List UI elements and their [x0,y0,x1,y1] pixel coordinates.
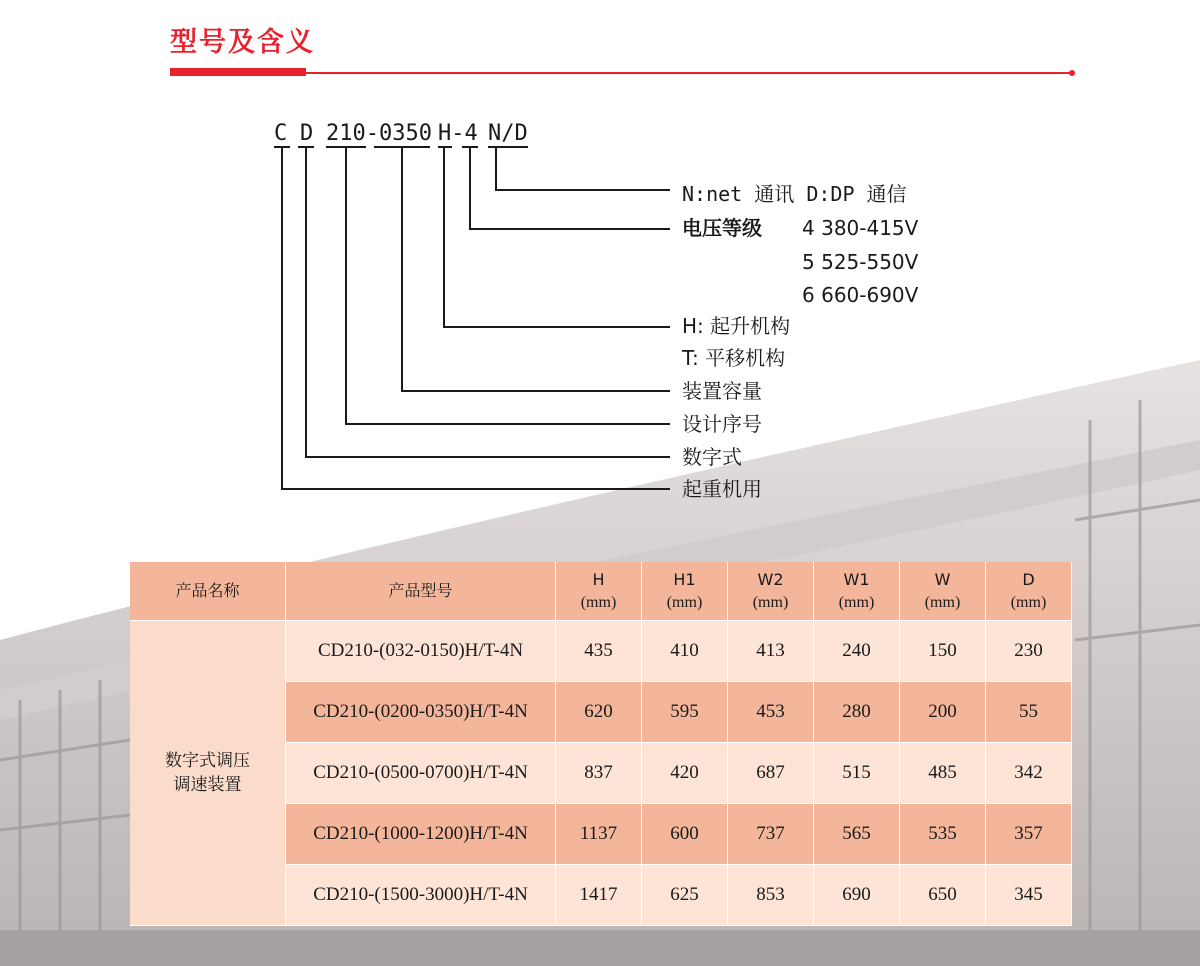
value-w1: 240 [814,621,900,682]
value-w: 150 [900,621,986,682]
header-unit: (mm) [752,593,789,611]
header-label: H [592,569,605,589]
value-w: 535 [900,804,986,865]
value-w2: 737 [728,804,814,865]
header-product-name: 产品名称 [130,562,286,621]
header-label: D [1022,569,1035,589]
voltage-code: 4 [802,216,815,240]
model-cell: CD210-(032-0150)H/T-4N [286,621,556,682]
voltage-code: 5 [802,250,815,274]
section-title: 型号及含义 [170,27,315,58]
code-part-d: D [300,121,314,146]
value-w: 650 [900,865,986,926]
value-d: 357 [986,804,1072,865]
header-w2 [728,562,814,621]
value-h1: 410 [642,621,728,682]
header-product-model: 产品型号 [286,562,556,621]
value-w1: 280 [814,682,900,743]
value-d: 345 [986,865,1072,926]
header-unit: (mm) [666,593,703,611]
digital-meaning: 数字式 [682,445,742,469]
code-part-mechanism-voltage: H-4 [438,121,478,146]
voltage-level-5 [802,250,918,274]
crane-use-meaning: 起重机用 [682,477,762,501]
product-name-cell [130,621,286,926]
model-cell: CD210-(1500-3000)H/T-4N [286,865,556,926]
header-h1 [642,562,728,621]
header-label: W2 [757,569,784,589]
travel-value: 平移机构 [705,346,786,370]
code-part-c: C [274,121,288,146]
hoist-value: 起升机构 [710,314,791,338]
comm-d-key: D: [806,182,831,206]
voltage-range: 660-690V [821,283,919,307]
header-label: W [934,569,951,589]
value-h1: 420 [642,743,728,804]
voltage-meaning [682,216,762,240]
table-header-row [130,562,1072,621]
value-w1: 690 [814,865,900,926]
value-d: 55 [986,682,1072,743]
code-part-comm: N/D [488,121,528,146]
header-w1 [814,562,900,621]
value-h1: 595 [642,682,728,743]
value-w2: 453 [728,682,814,743]
value-h: 837 [556,743,642,804]
value-h: 1137 [556,804,642,865]
design-seq-meaning: 设计序号 [682,412,762,436]
comm-n-value: net 通讯 [706,182,795,206]
value-h: 435 [556,621,642,682]
hoist-key: H: [682,314,704,338]
value-h1: 600 [642,804,728,865]
model-cell: CD210-(0500-0700)H/T-4N [286,743,556,804]
value-h1: 625 [642,865,728,926]
model-cell: CD210-(1000-1200)H/T-4N [286,804,556,865]
table-row [130,621,1072,682]
header-h [556,562,642,621]
header-label: W1 [843,569,870,589]
header-d [986,562,1072,621]
value-d: 230 [986,621,1072,682]
value-w1: 565 [814,804,900,865]
travel-key: T: [682,346,699,370]
header-unit: (mm) [924,593,961,611]
header-unit: (mm) [580,593,617,611]
product-name-line1: 数字式调压 [165,751,250,771]
code-part-series: 210-0350 [326,121,432,146]
travel-meaning [682,346,785,370]
value-h: 1417 [556,865,642,926]
spec-table [130,562,1072,926]
header-unit: (mm) [838,593,875,611]
product-name-line2: 调速装置 [173,775,242,795]
hoist-meaning [682,314,790,338]
voltage-level-6 [802,283,918,307]
value-d: 342 [986,743,1072,804]
voltage-range: 380-415V [821,216,919,240]
value-w2: 853 [728,865,814,926]
value-w2: 687 [728,743,814,804]
comm-meaning [682,182,907,206]
voltage-label: 电压等级 [682,216,762,240]
capacity-meaning: 装置容量 [682,379,762,403]
header-unit: (mm) [1010,593,1047,611]
value-w: 200 [900,682,986,743]
value-w2: 413 [728,621,814,682]
value-w: 485 [900,743,986,804]
comm-n-key: N: [682,182,707,206]
value-w1: 515 [814,743,900,804]
comm-d-value: DP 通信 [830,182,907,206]
header-label: H1 [673,569,696,589]
value-h: 620 [556,682,642,743]
voltage-level-4 [802,216,918,240]
voltage-code: 6 [802,283,815,307]
voltage-range: 525-550V [821,250,919,274]
header-w [900,562,986,621]
model-cell: CD210-(0200-0350)H/T-4N [286,682,556,743]
